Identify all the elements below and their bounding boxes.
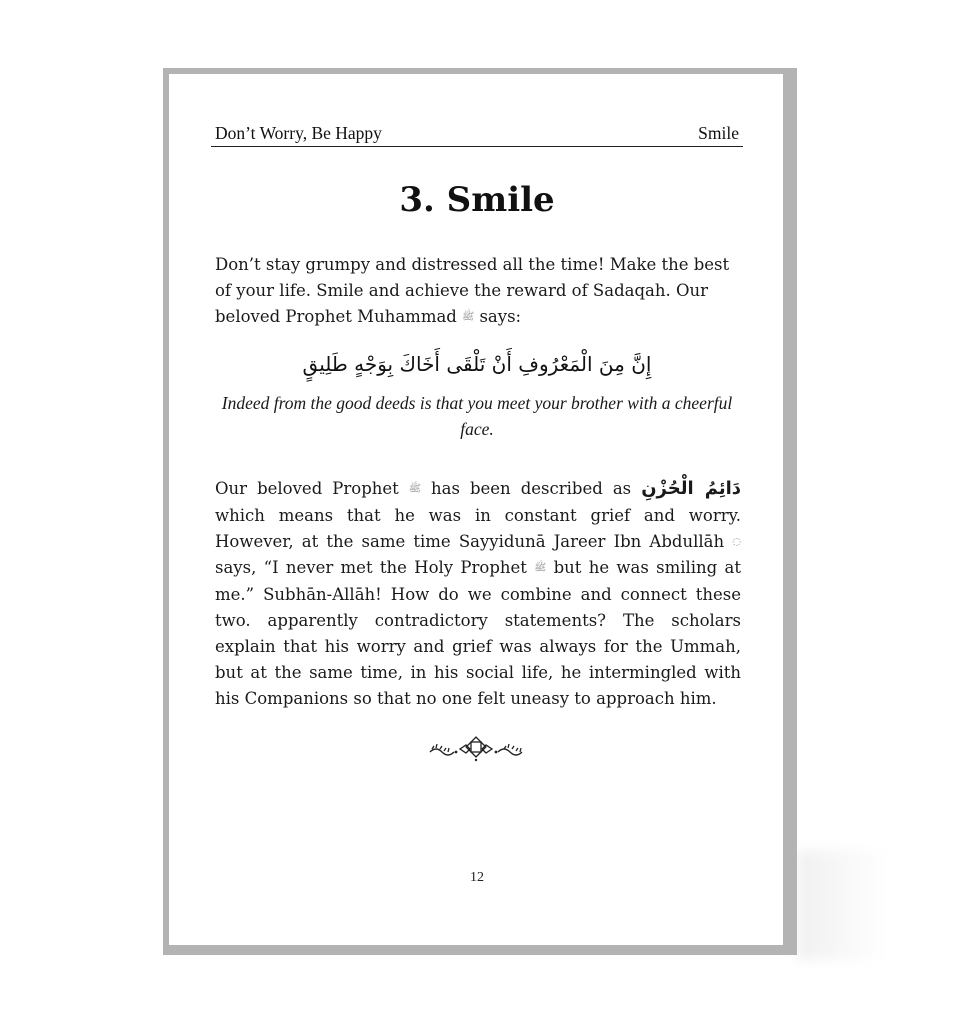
- intro-text-2: says:: [474, 307, 522, 326]
- salawat-honorific-icon: ﷺ: [408, 483, 421, 495]
- page-number: 12: [470, 870, 484, 885]
- salawat-honorific-icon: ﷺ: [462, 311, 475, 323]
- intro-text-1: Don’t stay grumpy and distressed all the time! Make the best of your life. Smile and achieve the reward of Sadaqah. Our beloved Prophet Muhammad: [215, 255, 730, 326]
- header-section-title: Smile: [698, 123, 739, 143]
- intro-paragraph: [215, 252, 741, 331]
- explanation-text-1: Our beloved Prophet: [215, 479, 399, 498]
- explanation-text-2: has been described as: [420, 479, 642, 498]
- hadith-translation: Indeed from the good deeds is that you meet your brother with a cheerful face.: [221, 393, 733, 439]
- arabic-term: دَائِمُ الْحُزْنِ: [641, 478, 741, 499]
- salawat-honorific-icon: ﷺ: [534, 562, 547, 574]
- header-book-title: Don’t Worry, Be Happy: [215, 123, 382, 143]
- chapter-title: 3. Smile: [399, 180, 555, 220]
- book-page: [169, 74, 783, 945]
- page-shadow: [797, 850, 887, 960]
- explanation-text-3: which means that he was in constant grief and worry. However, at the same time Sayyidunā Jareer Ibn Abdullāh: [215, 505, 741, 551]
- book-page-frame: [163, 68, 797, 955]
- hadith-arabic: إِنَّ مِنَ الْمَعْرُوفِ أَنْ تَلْقَى أَخَاكَ بِوَجْهٍ طَلِيقٍ: [302, 352, 652, 376]
- floral-divider-icon: [426, 734, 526, 764]
- explanation-text-4: says, “I never met the Holy Prophet: [215, 558, 527, 577]
- running-header: [211, 122, 743, 147]
- companion-honorific-icon: ◌: [732, 536, 741, 547]
- explanation-text-5: but he was smiling at me.” Subhān-Allāh! How do we combine and connect these two. apparently contradictory statements? The scholars explain that his worry and grief was always for the Ummah, but at the same time, in his social life, he intermingled with his Companions so that no one felt uneasy to approach him.: [215, 558, 741, 708]
- explanation-paragraph: [215, 476, 741, 712]
